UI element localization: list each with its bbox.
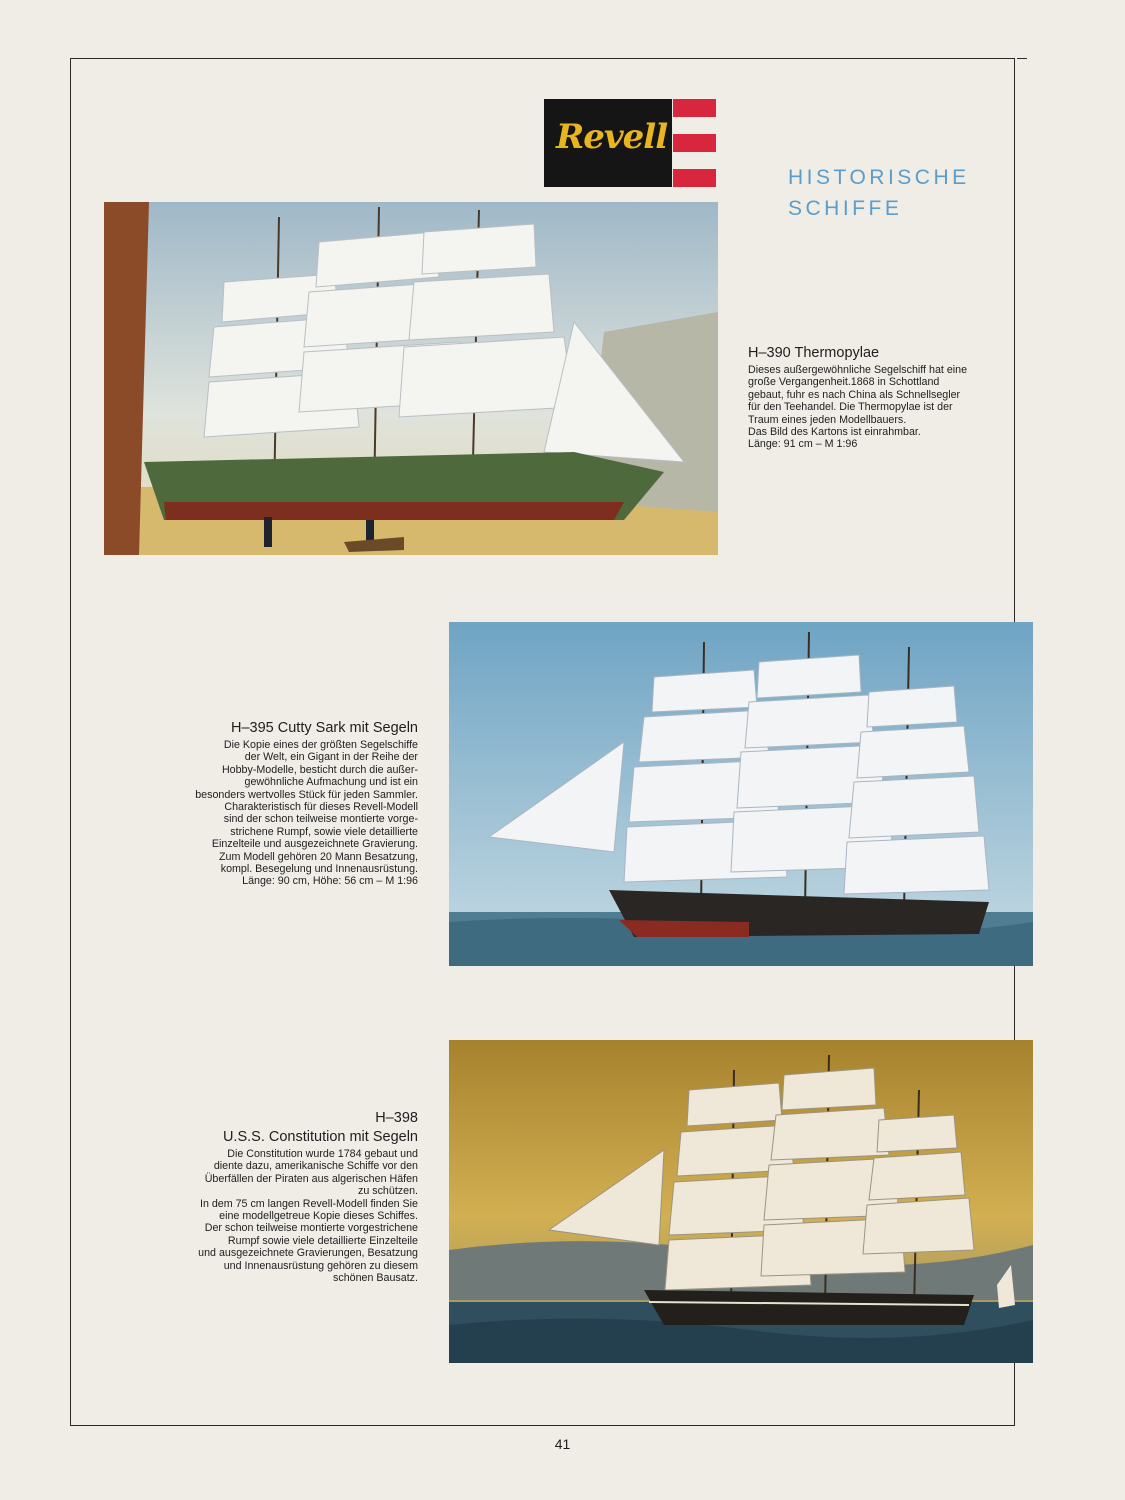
logo-wordmark: Revell [556, 117, 668, 157]
desc-line: diente dazu, amerikanische Schiffe vor den [213, 1160, 418, 1173]
product-h395 [150, 720, 418, 888]
product-title: H–395 Cutty Sark mit Segeln [231, 720, 418, 736]
desc-line: Die Constitution wurde 1784 gebaut und [227, 1148, 418, 1160]
heading-line-1: HISTORISCHE [788, 166, 970, 189]
logo-stripes [673, 99, 716, 187]
desc-line: und Innenausrüstung gehören zu diesem [223, 1259, 418, 1272]
desc-line: Die Kopie eines der größten Segelschiffe [223, 739, 418, 751]
desc-line: kompl. Besegelung und Innenausrüstung. [220, 863, 418, 876]
heading-line-2: SCHIFFE [788, 197, 903, 220]
desc-line: eine modellgetreue Kopie dieses Schiffes. [219, 1210, 418, 1223]
thermopylae-illustration [104, 202, 718, 555]
product-code: H–398 [375, 1110, 418, 1126]
desc-line: Länge: 90 cm, Höhe: 56 cm – M 1:96 [242, 875, 418, 888]
desc-line: Überfällen der Piraten aus algerischen Häfen [204, 1172, 418, 1185]
product-title: H–390 Thermopylae [748, 345, 880, 361]
desc-line: Hobby-Modelle, besticht durch die außer- [221, 763, 418, 776]
frame-tick [1017, 58, 1027, 59]
desc-line: Charakteristisch für dieses Revell-Modell [224, 801, 418, 814]
desc-line: der Welt, ein Gigant in der Reihe der [244, 751, 418, 764]
desc-line: schönen Bausatz. [333, 1272, 418, 1285]
section-heading [788, 162, 970, 224]
desc-line: Dieses außergewöhnliche Segelschiff hat eine [748, 364, 968, 376]
desc-line: Das Bild des Kartons ist einrahmbar. [748, 426, 921, 439]
product-title: U.S.S. Constitution mit Segeln [222, 1129, 418, 1145]
page-number: 41 [554, 1436, 571, 1452]
desc-line: Rumpf sowie viele detaillierte Einzelteile [227, 1234, 418, 1247]
desc-line: gewöhnliche Aufmachung und ist ein [244, 776, 418, 789]
desc-line: Traum eines jeden Modellbauers. [748, 413, 907, 426]
desc-line: Zum Modell gehören 20 Mann Besatzung, [218, 850, 418, 863]
product-h398 [148, 1110, 418, 1284]
desc-line: zu schützen. [357, 1185, 418, 1198]
desc-line: strichene Rumpf, sowie viele detaillierte [230, 825, 418, 838]
product-h390 [748, 345, 1018, 451]
desc-line: und ausgezeichnete Gravierungen, Besatzung [198, 1247, 418, 1260]
revell-logo [544, 99, 716, 187]
cutty-sark-illustration [449, 622, 1033, 966]
desc-line: Einzelteile und ausgezeichnete Gravierung. [211, 838, 418, 851]
desc-line: für den Teehandel. Die Thermopylae ist der [748, 401, 953, 414]
desc-line: In dem 75 cm langen Revell-Modell finden Sie [199, 1197, 418, 1210]
desc-line: gebaut, fuhr es nach China als Schnellsegler [748, 388, 961, 401]
desc-line: Länge: 91 cm – M 1:96 [748, 438, 858, 451]
desc-line: sind der schon teilweise montierte vorge- [223, 813, 418, 826]
desc-line: Der schon teilweise montierte vorgestrichene [204, 1222, 418, 1235]
desc-line: große Vergangenheit.1868 in Schottland [748, 376, 940, 389]
logo-box [544, 99, 672, 187]
desc-line: besonders wertvolles Stück für jeden Sammler. [195, 788, 418, 801]
constitution-illustration [449, 1040, 1033, 1363]
